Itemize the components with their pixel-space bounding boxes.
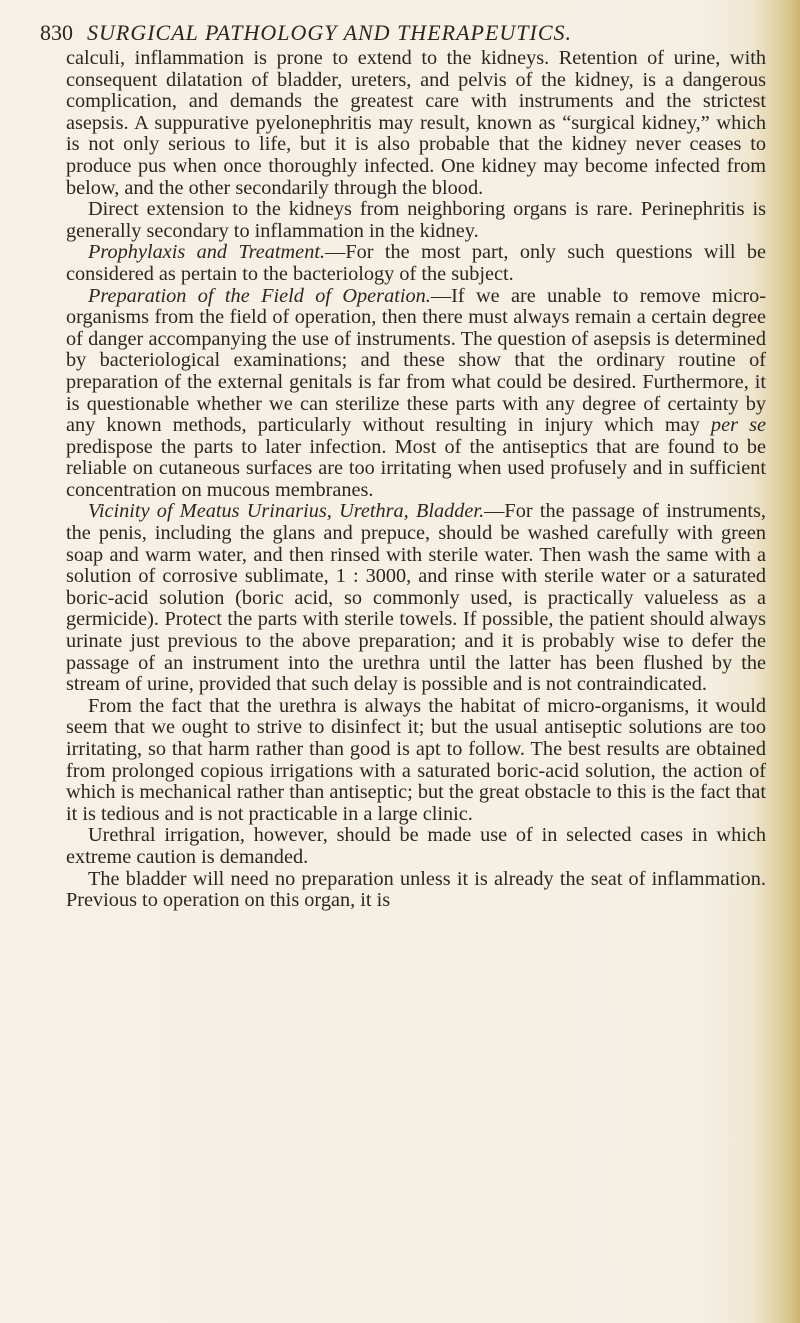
section-heading: Prophylaxis and Treatment. (88, 241, 326, 264)
paragraph-text: calculi, inflammation is prone to extend to the kidneys. Retention of urine, with consequent dilatation of bladder, ureters, and pelvis of the kidney, is a dangerous complication, and demands the greatest care with instruments and the strictest asepsis. A suppurative pyelonephritis may result, known as “surgical kidney,” which is not only serious to life, but it is also probable that the kidney never ceases to produce pus when once thoroughly infected. One kidney may become infected from below, and the other secondarily through the blood. (66, 47, 766, 199)
section-heading: Vicinity of Meatus Urinarius, Urethra, Bladder. (88, 500, 485, 523)
body-text (66, 48, 766, 912)
paragraph-text: —For the most part, only such questions will be considered as pertain to the bacteriology of the subject. (66, 241, 767, 285)
paragraph-bladder (66, 869, 766, 912)
page-edge-stain (778, 0, 800, 1323)
paragraph-text: —If we are unable to remove micro-organisms from the field of operation, then there must always remain a certain degree of danger accompanying the use of instruments. The question of asepsis is determined by bacteriological examinations; and these show that the ordinary routine of preparation of the external genitals is far from what could be desired. Furthermore, it is questionable whether we can sterilize these parts with any degree of certainty by any known methods, particularly without resulting in injury which may (66, 284, 766, 437)
running-title: SURGICAL PATHOLOGY AND THERAPEUTICS. (87, 20, 573, 45)
paragraph-text: The bladder will need no preparation unless it is already the seat of inflammation. Previous to operation on this organ, it is (66, 867, 766, 912)
paragraph-direct-extension (66, 199, 766, 242)
paragraph-text: —For the passage of instruments, the penis, including the glans and prepuce, should be washed carefully with green soap and warm water, and then rinsed with sterile water. Then wash the same with a solution of corrosive sublimate, 1 : 3000, and rinse with sterile water or a saturated boric-acid solution (boric acid, so commonly used, is practically valueless as a germicide). Protect the parts with sterile towels. If possible, the patient should always urinate just previous to the above preparation; and it is probably wise to defer the passage of an instrument into the urethra until the latter has been flushed by the stream of urine, provided that such delay is possible and is not contraindicated. (66, 500, 766, 696)
paragraph-text: predispose the parts to later infection. Most of the antiseptics that are found to be reliable on cutaneous surfaces are too irritating when used profusely and in sufficient concentration on mucous membranes. (66, 435, 766, 501)
italic-phrase: per se (710, 414, 767, 437)
paragraph-urethral-irrigation (66, 825, 766, 868)
paragraph-text: From the fact that the urethra is always the habitat of micro-organisms, it would seem that we ought to strive to disinfect it; but the usual antiseptic solutions are too irritating, so that harm rather than good is apt to follow. The best results are obtained from prolonged copious irrigations with a saturated boric-acid solution, the action of which is mechanical rather than antiseptic; but the great obstacle to this is the fact that it is tedious and is not practicable in a large clinic. (66, 694, 766, 825)
paragraph-prophylaxis (66, 242, 766, 285)
paragraph-vicinity (66, 501, 766, 695)
paragraph-text: Urethral irrigation, however, should be made use of in selected cases in which extreme caution is demanded. (66, 824, 766, 868)
page-number: 830 (40, 20, 73, 45)
paragraph-preparation (66, 286, 766, 502)
paragraph-urethra-habitat (66, 696, 766, 826)
section-heading: Preparation of the Field of Operation. (88, 284, 431, 307)
page-header (40, 20, 740, 46)
paragraph-calculi (66, 48, 766, 199)
paragraph-text: Direct extension to the kidneys from neighboring organs is rare. Perinephritis is generally secondary to inflammation in the kidney. (66, 198, 766, 242)
